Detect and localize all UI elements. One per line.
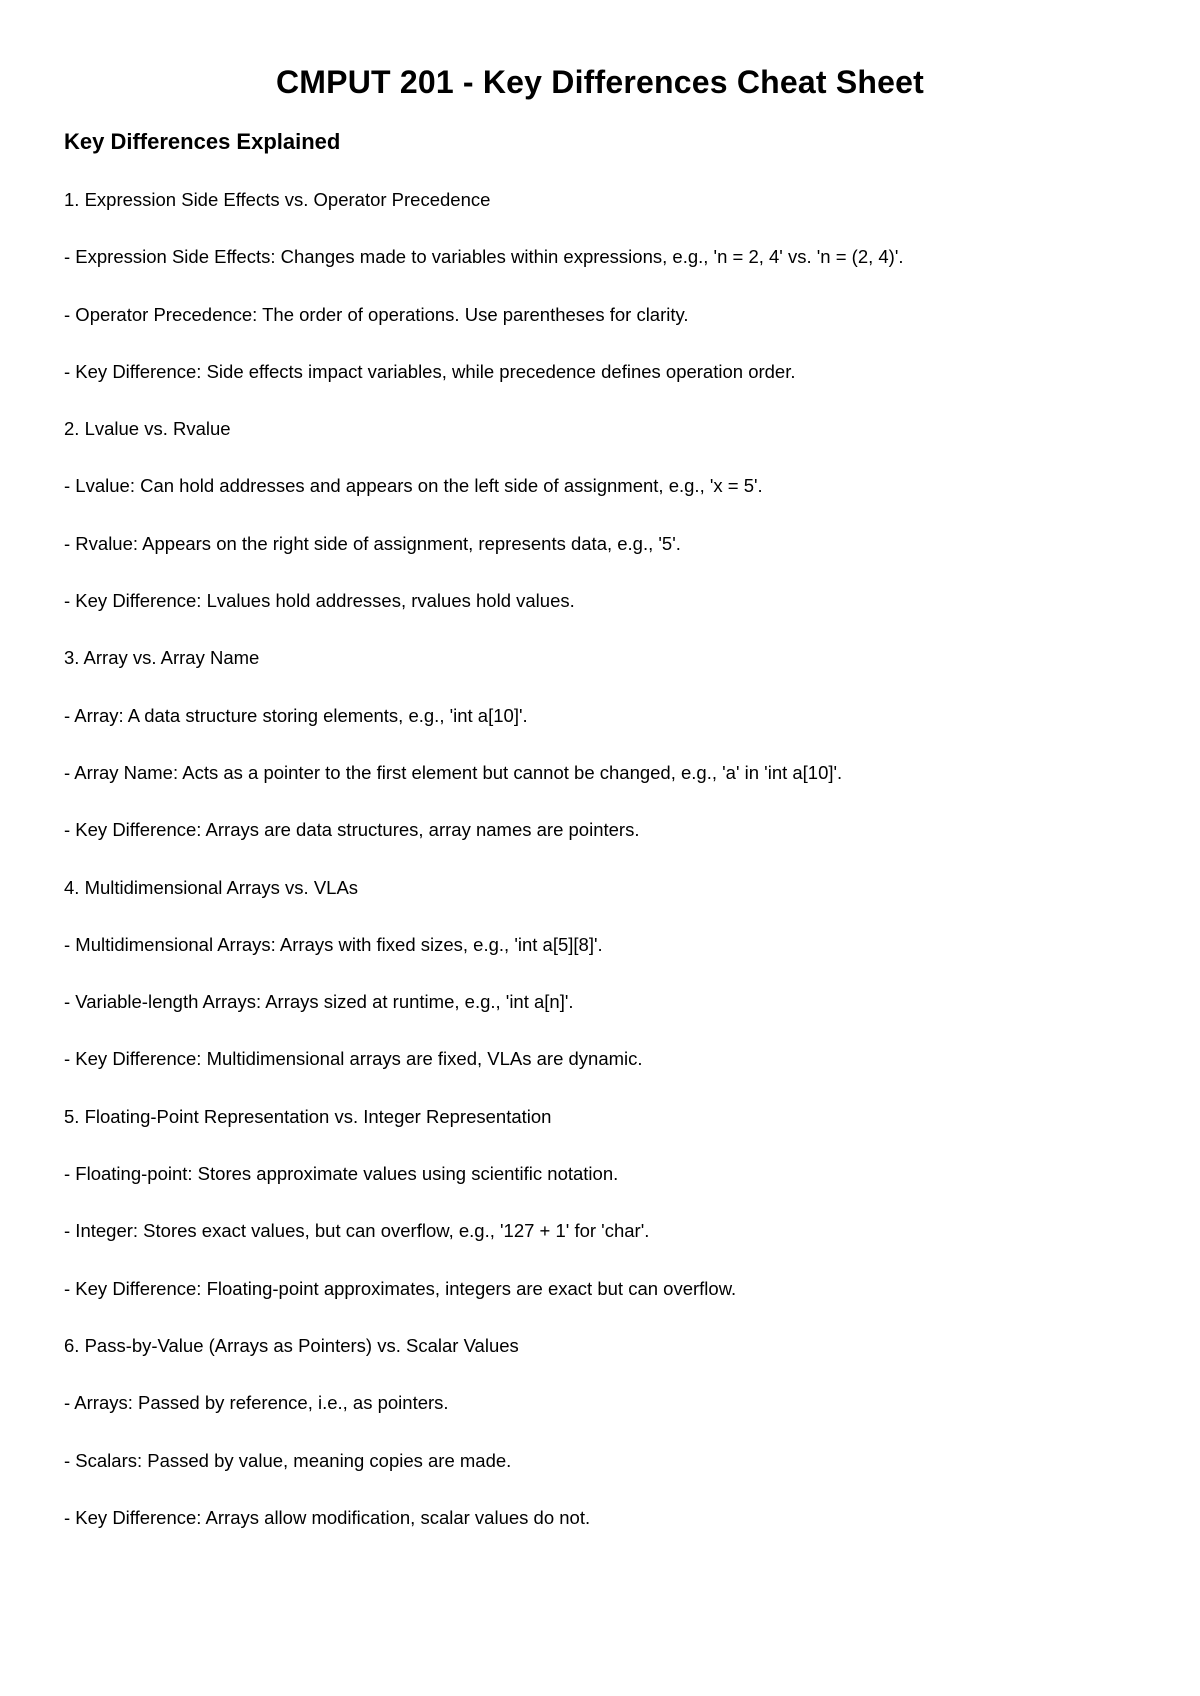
section-heading-3: 3. Array vs. Array Name [64, 647, 260, 669]
paragraph-line: - Key Difference: Multidimensional arrays are fixed, VLAs are dynamic. [64, 1048, 643, 1070]
paragraph-line: - Arrays: Passed by reference, i.e., as pointers. [64, 1392, 449, 1414]
paragraph-line: - Key Difference: Side effects impact variables, while precedence defines operation order. [64, 360, 796, 382]
paragraph-line: - Key Difference: Arrays allow modification, scalar values do not. [64, 1506, 591, 1528]
paragraph-line: - Array: A data structure storing elements, e.g., 'int a[10]'. [64, 704, 528, 726]
paragraph-line: - Key Difference: Arrays are data structures, array names are pointers. [64, 819, 640, 841]
section-heading-4: 4. Multidimensional Arrays vs. VLAs [64, 876, 359, 898]
content-lines [64, 189, 1144, 1564]
paragraph-line: - Operator Precedence: The order of operations. Use parentheses for clarity. [64, 303, 689, 325]
section-heading-5: 5. Floating-Point Representation vs. Integer Representation [64, 1105, 552, 1127]
section-heading-1: 1. Expression Side Effects vs. Operator Precedence [64, 189, 491, 210]
paragraph-line: - Key Difference: Floating-point approximates, integers are exact but can overflow. [64, 1277, 737, 1299]
section-heading-2: 2. Lvalue vs. Rvalue [64, 418, 231, 440]
paragraph-line: - Integer: Stores exact values, but can overflow, e.g., '127 + 1' for 'char'. [64, 1220, 650, 1242]
section-heading: Key Differences Explained [64, 129, 341, 154]
section-heading-6: 6. Pass-by-Value (Arrays as Pointers) vs. Scalar Values [64, 1334, 519, 1356]
paragraph-line: - Expression Side Effects: Changes made to variables within expressions, e.g., 'n = 2, 4' vs. 'n = (2, 4)'. [64, 246, 904, 268]
page-title: CMPUT 201 - Key Differences Cheat Sheet [275, 64, 924, 100]
paragraph-line: - Rvalue: Appears on the right side of assignment, represents data, e.g., '5'. [64, 532, 681, 554]
paragraph-line: - Lvalue: Can hold addresses and appears on the left side of assignment, e.g., 'x = 5'. [64, 475, 763, 497]
paragraph-line: - Array Name: Acts as a pointer to the first element but cannot be changed, e.g., 'a' in 'int a[10]'. [64, 761, 843, 783]
paragraph-line: - Scalars: Passed by value, meaning copies are made. [64, 1449, 512, 1471]
paragraph-line: - Floating-point: Stores approximate values using scientific notation. [64, 1163, 619, 1185]
paragraph-line: - Variable-length Arrays: Arrays sized at runtime, e.g., 'int a[n]'. [64, 991, 574, 1013]
paragraph-line: - Multidimensional Arrays: Arrays with fixed sizes, e.g., 'int a[5][8]'. [64, 933, 603, 955]
paragraph-line: - Key Difference: Lvalues hold addresses, rvalues hold values. [64, 590, 575, 612]
